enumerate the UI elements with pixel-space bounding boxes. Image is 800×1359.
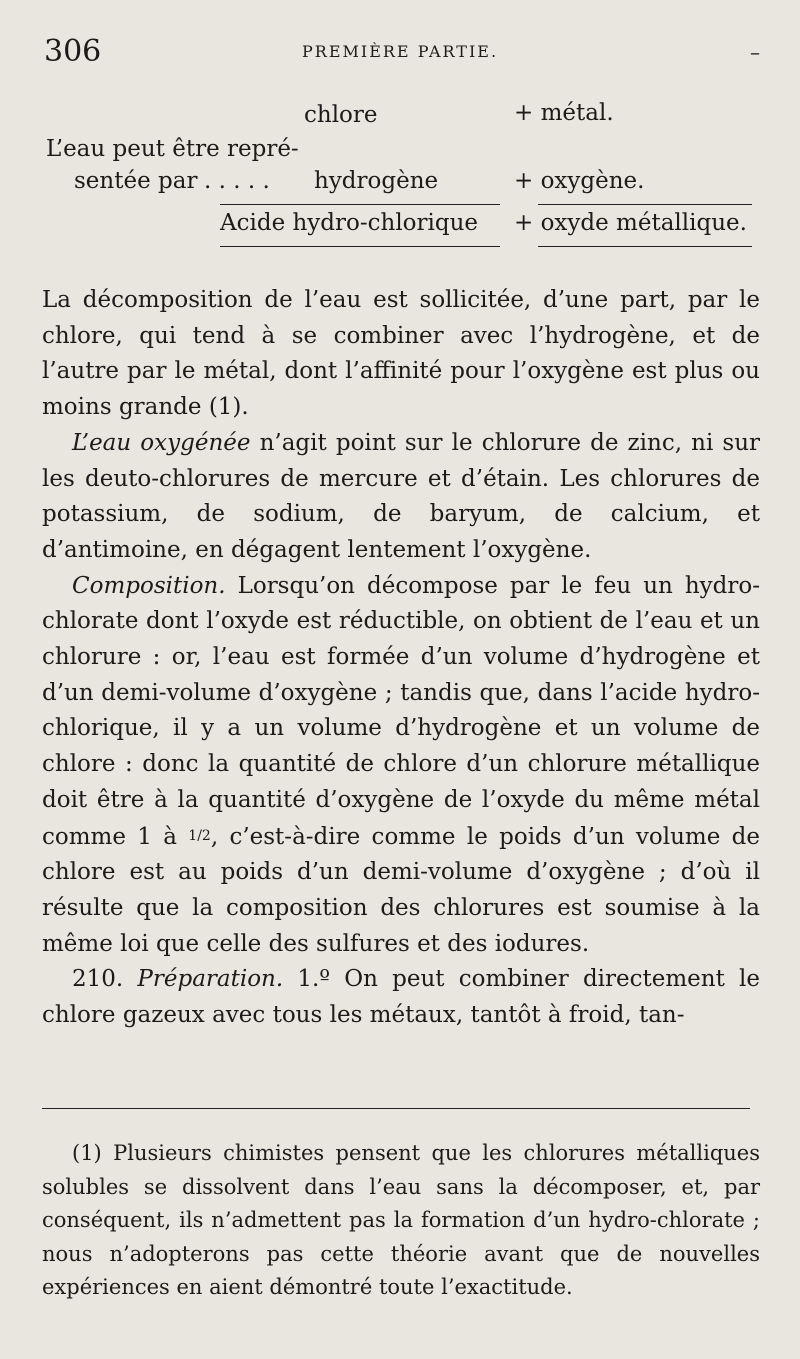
- italic-term: L’eau oxygénée: [72, 429, 251, 456]
- footnote-rule: [42, 1108, 750, 1109]
- eq-rule: [538, 204, 752, 205]
- page-number: 306: [44, 34, 102, 69]
- eq-rule: [220, 204, 500, 205]
- section-number: 210.: [72, 966, 138, 993]
- eq-intro-line2: sentée par: [74, 168, 198, 194]
- section-heading: Préparation.: [137, 966, 284, 993]
- eq-plus-metal: + métal.: [514, 100, 614, 126]
- paragraph-text: , c’est-à-dire comme le poids d’un volume de chlore est au poids d’un demi-volume d’oxygène ; d’où il résulte que la composition des chlorures est soumise à la même loi que celle des sulfures et des iodures.: [42, 823, 760, 957]
- paragraph-text: n’agit point sur le chlorure de zinc, ni sur les deuto-chlorures de mercure et d’étain. Les chlorures de potassium, de sodium, de baryum, de calcium, et d’antimoine, en dégagent lentement l’oxygène.: [42, 429, 761, 563]
- eq-hydrogene: hydrogène: [314, 168, 439, 194]
- eq-rule: [220, 246, 500, 247]
- paragraph: [42, 962, 760, 1033]
- page-header: [44, 30, 760, 70]
- eq-dots: . . . . .: [204, 168, 270, 194]
- corner-mark: –: [750, 40, 760, 64]
- eq-rule: [538, 246, 752, 247]
- paragraph: [42, 426, 760, 569]
- body-text: [42, 283, 760, 1034]
- section-heading: Composition.: [72, 572, 226, 599]
- eq-acid: Acide hydro-chlorique: [220, 210, 479, 236]
- reaction-scheme: [44, 96, 764, 256]
- eq-chlore: chlore: [304, 102, 378, 128]
- paragraph: [42, 569, 760, 963]
- footnote: [42, 1137, 760, 1305]
- fraction: 1/2: [188, 827, 211, 844]
- footnote-text: (1) Plusieurs chimistes pensent que les chlorures métalliques solubles se dissolvent dans l’eau sans la décomposer, et, par conséquent, ils n’admettent pas la formation d’un hydro-chlorate ; nous n’adopterons pas cette théorie avant que de nouvelles expériences en aient démontré toute l’exactitude.: [42, 1141, 760, 1300]
- paragraph-text: Lorsqu’on décompose par le feu un hydro-chlorate dont l’oxyde est réductible, on obtient de l’eau et un chlorure : or, l’eau est formée d’un volume d’hydrogène et d’un demi-volume d’oxygène ; tandis que, dans l’acide hydro-chlorique, il y a un volume d’hydrogène et un volume de chlore : donc la quantité de chlore d’un chlorure métallique doit être à la quantité d’oxygène de l’oxyde du même métal comme 1 à: [42, 572, 760, 850]
- eq-plus-oxygene: + oxygène.: [514, 168, 645, 194]
- running-head: PREMIÈRE PARTIE.: [302, 42, 499, 61]
- paragraph: La décomposition de l’eau est sollicitée, d’une part, par le chlore, qui tend à se combiner avec l’hydrogène, et de l’autre par le métal, dont l’affinité pour l’oxygène est plus ou moins grande (1).: [42, 287, 760, 421]
- paragraph-text: 1.º On peut combiner directement le chlore gazeux avec tous les métaux, tantôt à froid, tan-: [42, 966, 760, 1029]
- eq-plus-oxide: + oxyde métallique.: [514, 210, 747, 236]
- eq-intro-line1: L’eau peut être repré-: [46, 136, 299, 162]
